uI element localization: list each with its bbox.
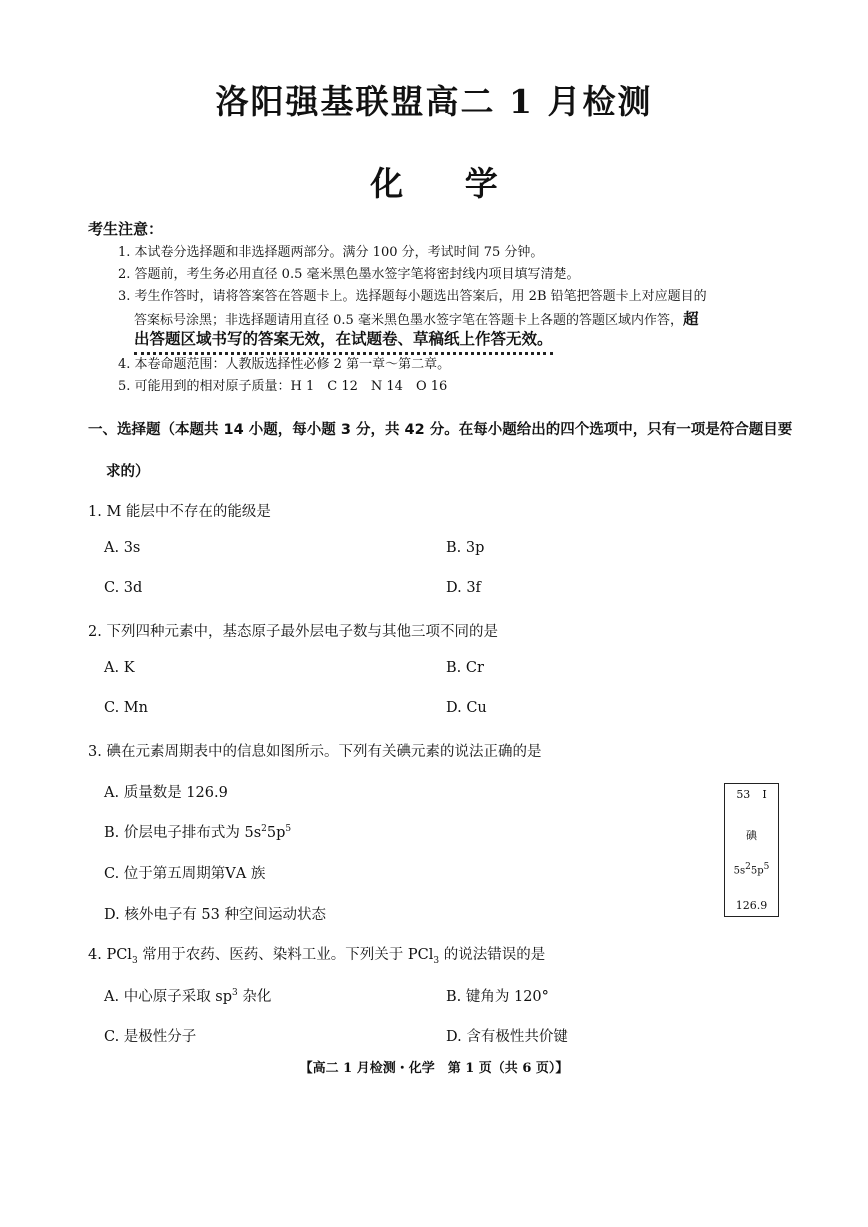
question-2-option-b: B. Cr [446,660,484,676]
element-configuration: $5s^25p^5$ [733,862,770,877]
notice-item-3-emphasis: 出答题区域书写的答案无效，在试题卷、草稿纸上作答无效。 [134,327,553,349]
question-4-option-c: C. 是极性分子 [104,1029,197,1045]
question-3-option-b: B. 价层电子排布式为 $5s^25p^5$ [104,824,292,841]
section-heading-cont: 求的） [106,464,150,480]
question-2-option-c: C. Mn [104,700,148,716]
element-atomic-mass: 126.9 [735,899,768,912]
question-4-stem: 4. PCl$_3$ 常用于农药、医药、染料工业。下列关于 PCl$_3$ 的说法错误的是 [88,947,546,966]
notice-item-3: 3. 考生作答时，请将答案答在答题卡上。选择题每小题选出答案后，用 2B 铅笔把答题卡上对应题目的 [118,289,707,304]
question-4-option-a: A. 中心原子采取 $sp^3$ 杂化 [104,988,272,1005]
question-1-option-b: B. 3p [446,540,485,556]
section-heading: 一、选择题（本题共 14 小题，每小题 3 分，共 42 分。在每小题给出的四个选项中，只有一项是符合题目要 [88,422,793,438]
question-1-option-a: A. 3s [104,540,141,556]
question-2-stem: 2. 下列四种元素中，基态原子最外层电子数与其他三项不同的是 [88,624,498,640]
exam-title: 洛阳强基联盟高二 1 月检测 [215,82,653,121]
notice-item-3-cont: 答案标号涂黑；非选择题请用直径 0.5 毫米黑色墨水签字笔在答题卡上各题的答题区域内作答，超 [134,310,699,328]
question-1-stem: 1. M 能层中不存在的能级是 [88,504,271,520]
question-2-option-d: D. Cu [446,700,487,716]
question-4-option-b: B. 键角为 120° [446,989,549,1005]
iodine-element-card [724,783,779,917]
question-3-option-d: D. 核外电子有 53 种空间运动状态 [104,907,326,923]
question-2-option-a: A. K [104,660,135,676]
notice-item-4: 4. 本卷命题范围：人教版选择性必修 2 第一章～第二章。 [118,357,451,372]
question-3-stem: 3. 碘在元素周期表中的信息如图所示。下列有关碘元素的说法正确的是 [88,744,542,760]
subject-title: 化 学 [370,164,498,203]
question-4-option-d: D. 含有极性共价键 [446,1029,568,1045]
question-1-option-c: C. 3d [104,580,143,596]
question-3-option-a: A. 质量数是 126.9 [104,785,228,801]
question-3-option-c: C. 位于第五周期第ⅤA 族 [104,866,266,882]
question-1-option-d: D. 3f [446,580,481,596]
notice-item-1: 1. 本试卷分选择题和非选择题两部分。满分 100 分，考试时间 75 分钟。 [118,245,544,260]
notice-item-5: 5. 可能用到的相对原子质量：H 1 C 12 N 14 O 16 [118,379,448,394]
notice-item-2: 2. 答题前，考生务必用直径 0.5 毫米黑色墨水签字笔将密封线内项目填写清楚。 [118,267,580,282]
notice-heading: 考生注意： [88,220,164,238]
element-name: 碘 [746,829,757,842]
page-footer: 【高二 1 月检测・化学 第 1 页（共 6 页）】 [299,1061,569,1076]
element-number-symbol: 53 I [736,788,767,801]
